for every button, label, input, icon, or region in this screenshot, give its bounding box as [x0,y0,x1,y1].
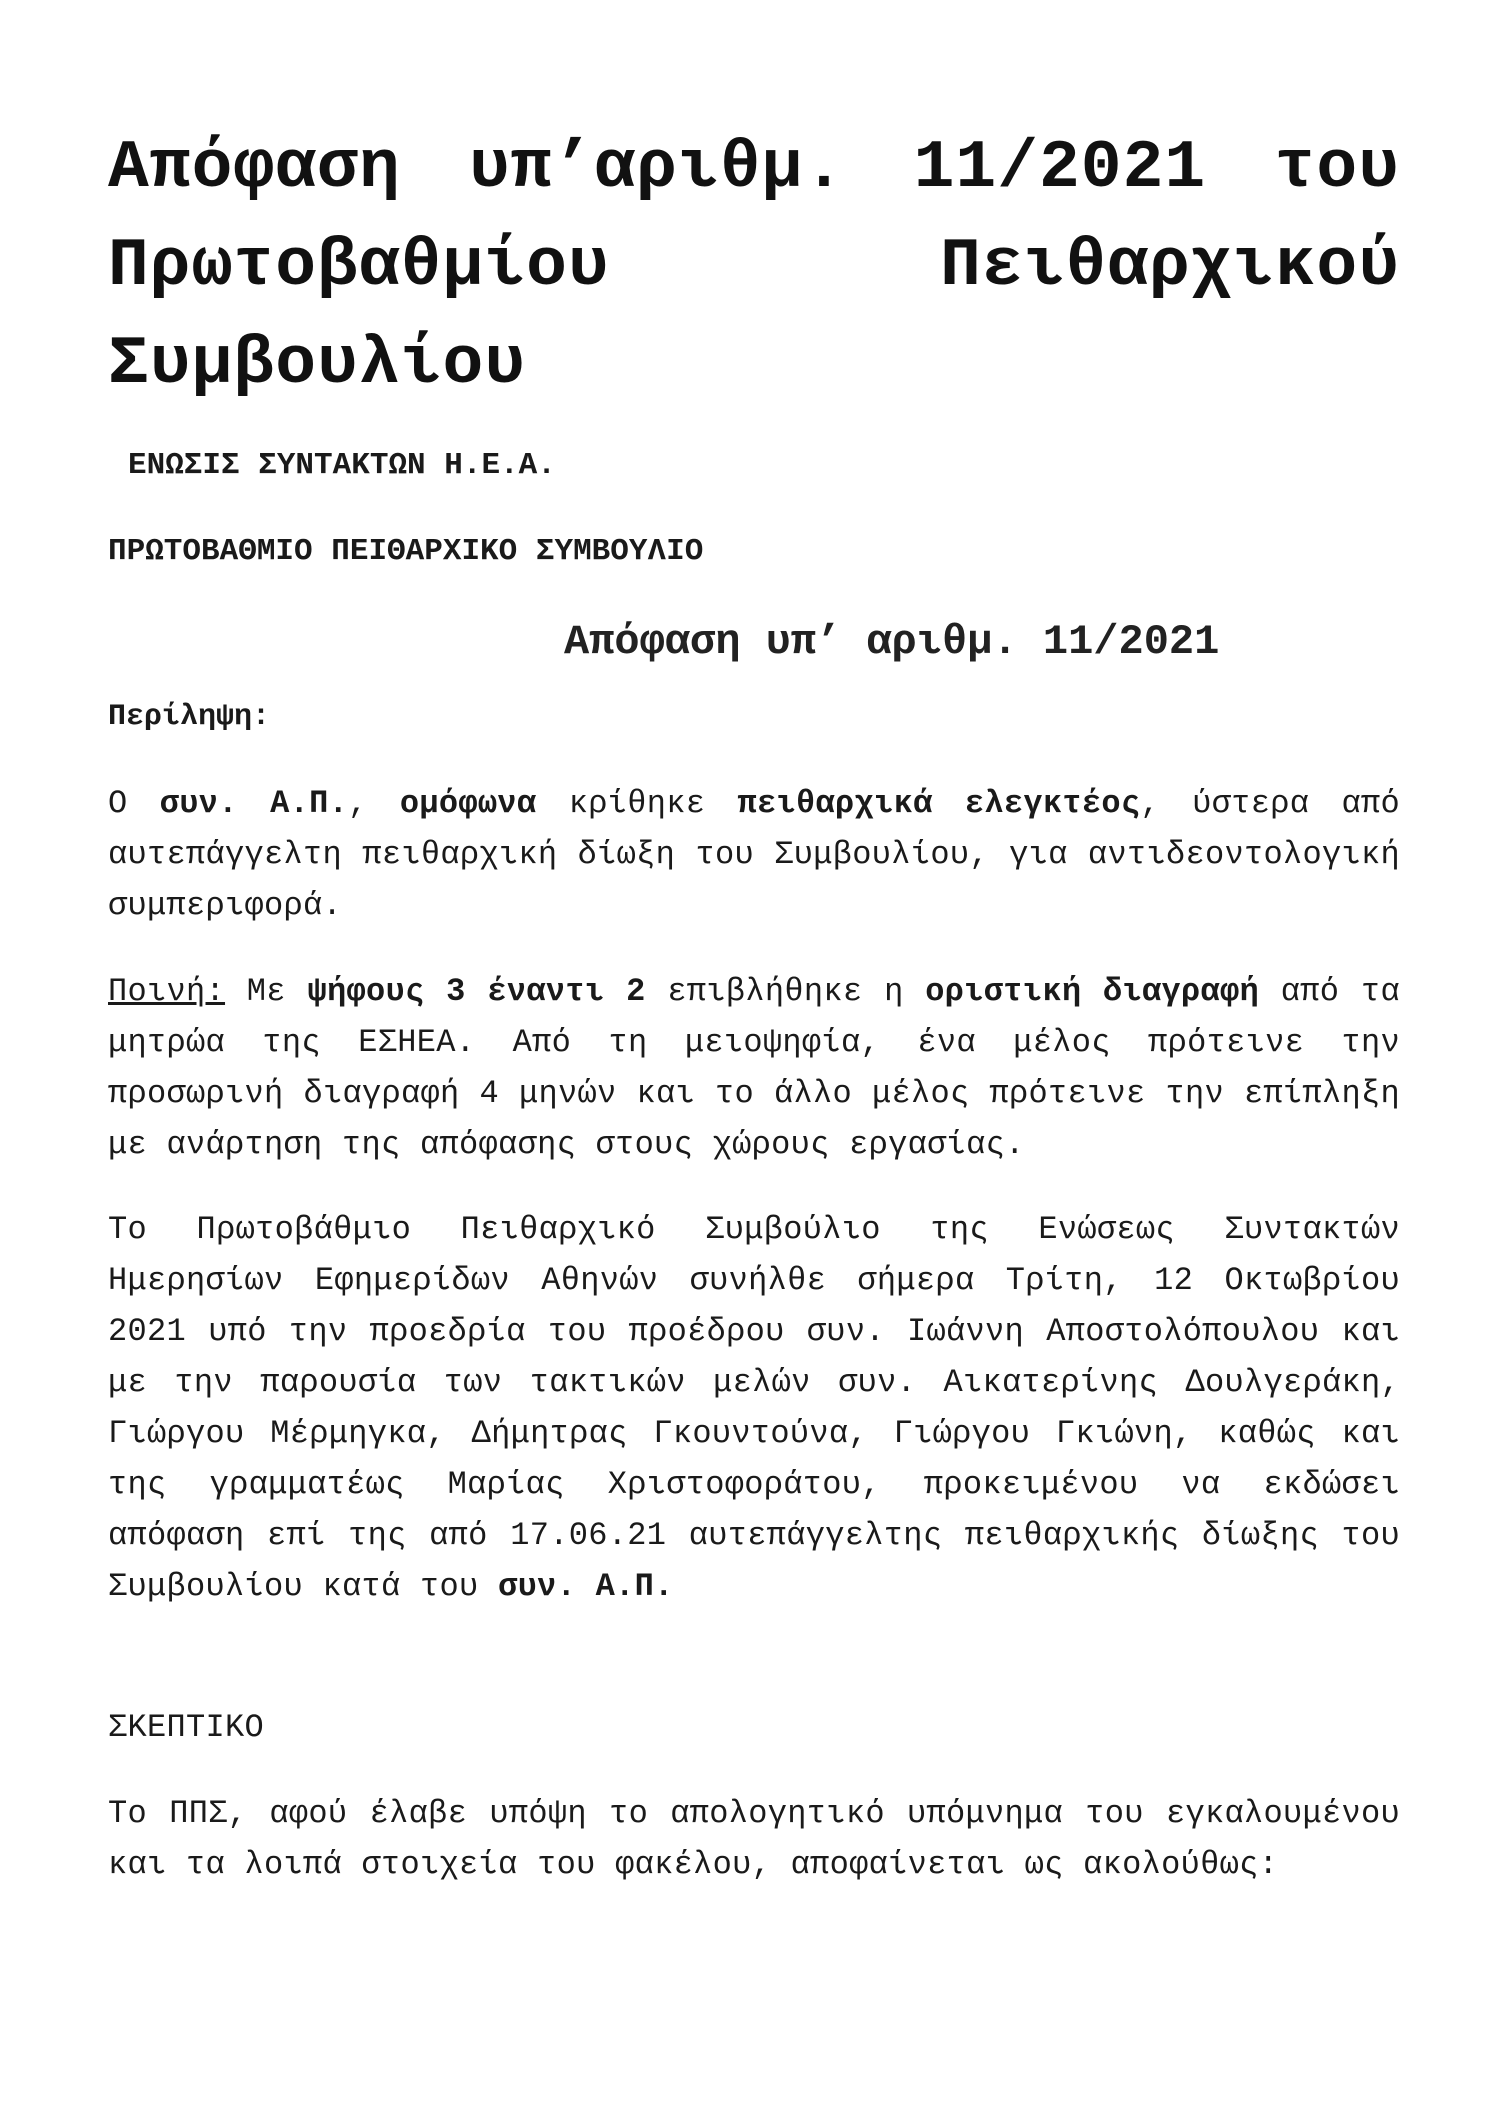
reasoning-heading: ΣΚΕΠΤΙΚΟ [108,1709,265,1746]
summary-text-o: Ο [108,785,160,822]
document-page [108,0,1401,1883]
summary-accountable: πειθαρχικά ελεγκτέος [737,785,1141,822]
session-paragraph [108,1204,1400,1612]
summary-person: συν. Α.Π. [159,785,349,822]
summary-label: Περίληψη: [108,700,271,734]
penalty-sanction: οριστική διαγραφή [925,973,1260,1010]
council-name: ΠΡΩΤΟΒΑΘΜΙΟ ΠΕΙΘΑΡΧΙΚΟ ΣΥΜΒΟΥΛΙΟ [108,534,704,569]
decision-heading: Απόφαση υπ’ αριθμ. 11/2021 [564,618,1220,666]
summary-rest: , ύστερα από αυτεπάγγελτη πειθαρχική δίωξη του Συμβουλίου, για αντιδεοντολογική συμπεριφορά. [108,785,1401,924]
reasoning-paragraph: Το ΠΠΣ, αφού έλαβε υπόψη το απολογητικό υπόμνημα του εγκαλουμένου και τα λοιπά στοιχεία του φακέλου, αποφαίνεται ως ακολούθως: [108,1795,1400,1883]
summary-sep: , [348,785,400,822]
session-person: συν. Α.Π. [498,1568,674,1605]
penalty-votes: ψήφους 3 έναντι 2 [307,973,646,1010]
penalty-paragraph [108,966,1400,1170]
summary-paragraph [108,778,1400,931]
session-text: Το Πρωτοβάθμιο Πειθαρχικό Συμβούλιο της Ενώσεως Συντακτών Ημερησίων Εφημερίδων Αθηνών συνήλθε σήμερα Τρίτη, 12 Οκτωβρίου 2021 υπό την προεδρία του προέδρου συν. Ιωάννη Αποστολόπουλου και με την παρουσία των τακτικών μελών συν. Αικατερίνης Δουλγεράκη, Γιώργου Μέρμηγκα, Δήμητρας Γκουντούνα, Γιώργου Γκιώνη, καθώς και της γραμματέως Μαρίας Χριστοφοράτου, προκειμένου να εκδώσει απόφαση επί της από 17.06.21 αυτεπάγγελτης πειθαρχικής δίωξης του Συμβουλίου κατά του [108,1211,1400,1605]
penalty-label: Ποινή: [108,973,226,1010]
organization-name: ΕΝΩΣΙΣ ΣΥΝΤΑΚΤΩΝ Η.Ε.Α. [128,448,556,483]
penalty-with: Με [225,973,308,1010]
penalty-imposed: επιβλήθηκε η [645,973,926,1010]
penalty-rest: από τα μητρώα της ΕΣΗΕΑ. Από τη μειοψηφία, ένα μέλος πρότεινε την προσωρινή διαγραφή 4 μηνών και το άλλο μέλος πρότεινε την επίπληξη με ανάρτηση της απόφασης στους χώρους εργασίας. [108,973,1400,1163]
summary-judged: κρίθηκε [536,785,738,822]
document-title: Απόφαση υπ’αριθμ. 11/2021 του Πρωτοβαθμίου Πειθαρχικού Συμβουλίου [108,130,1400,403]
summary-unanimous: ομόφωνα [399,785,537,822]
